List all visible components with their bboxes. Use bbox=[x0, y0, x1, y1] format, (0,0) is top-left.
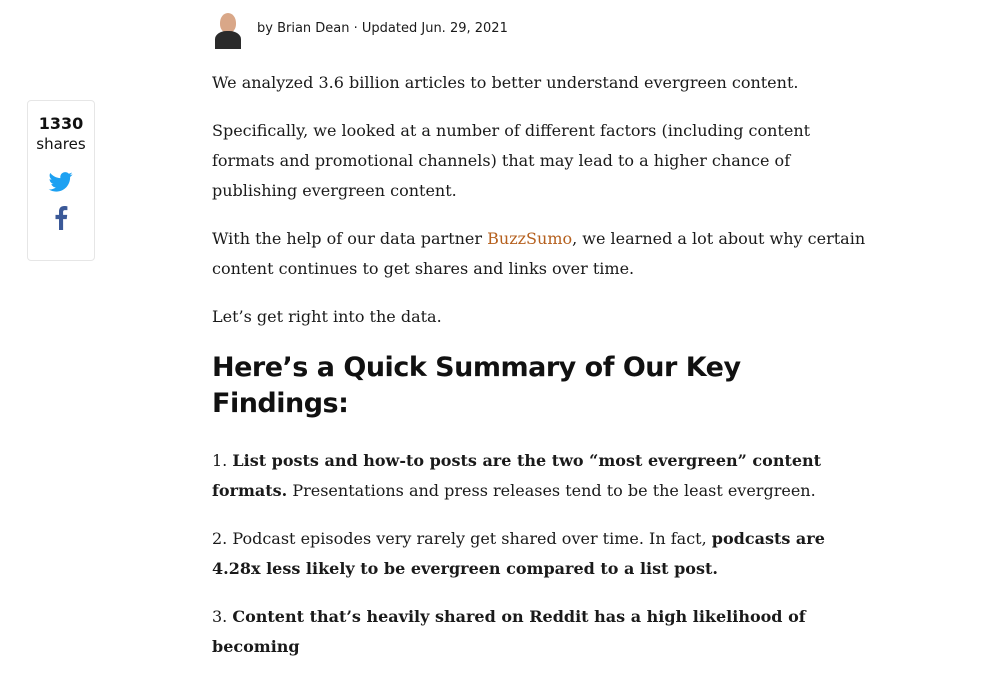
avatar-head bbox=[220, 13, 236, 33]
partner-paragraph bbox=[212, 224, 872, 284]
partner-text-after: , we learned a lot about why certain content continues to get shares and links over time. bbox=[212, 229, 866, 278]
partner-text-before: With the help of our data partner bbox=[212, 229, 488, 248]
summary-heading: Here’s a Quick Summary of Our Key Findings: bbox=[212, 352, 741, 419]
author-avatar[interactable] bbox=[212, 11, 244, 45]
intro-paragraph: We analyzed 3.6 billion articles to better understand evergreen content. bbox=[212, 73, 799, 92]
finding-1-bold: List posts and how-to posts are the two “most evergreen” content formats. bbox=[212, 451, 822, 500]
byline-text: by Brian Dean · Updated Jun. 29, 2021 bbox=[257, 20, 508, 36]
finding-2-text: 2. Podcast episodes very rarely get shared over time. In fact, bbox=[212, 529, 712, 548]
finding-3-bold: Content that’s heavily shared on Reddit has a high likelihood of becoming bbox=[212, 607, 806, 656]
finding-1-rest: Presentations and press releases tend to be the least evergreen. bbox=[287, 481, 816, 500]
finding-3-number: 3. bbox=[212, 607, 233, 626]
article-body bbox=[212, 68, 872, 680]
finding-3 bbox=[212, 602, 872, 662]
share-label: shares bbox=[36, 135, 86, 153]
share-widget bbox=[27, 100, 95, 261]
specifically-paragraph: Specifically, we looked at a number of different factors (including content formats and promotional channels) that may lead to a higher chance of publishing evergreen content. bbox=[212, 121, 811, 200]
buzzsumo-link[interactable]: BuzzSumo bbox=[487, 229, 573, 248]
byline bbox=[212, 10, 508, 46]
facebook-icon[interactable] bbox=[54, 206, 68, 230]
finding-2 bbox=[212, 524, 872, 584]
finding-1 bbox=[212, 446, 872, 506]
finding-2-bold: podcasts are 4.28x less likely to be evergreen compared to a list post. bbox=[212, 529, 825, 578]
share-count: 1330 bbox=[38, 114, 84, 133]
avatar-body bbox=[215, 31, 241, 49]
twitter-icon[interactable] bbox=[49, 172, 73, 192]
lets-get-paragraph: Let’s get right into the data. bbox=[212, 307, 442, 326]
finding-1-number: 1. bbox=[212, 451, 233, 470]
